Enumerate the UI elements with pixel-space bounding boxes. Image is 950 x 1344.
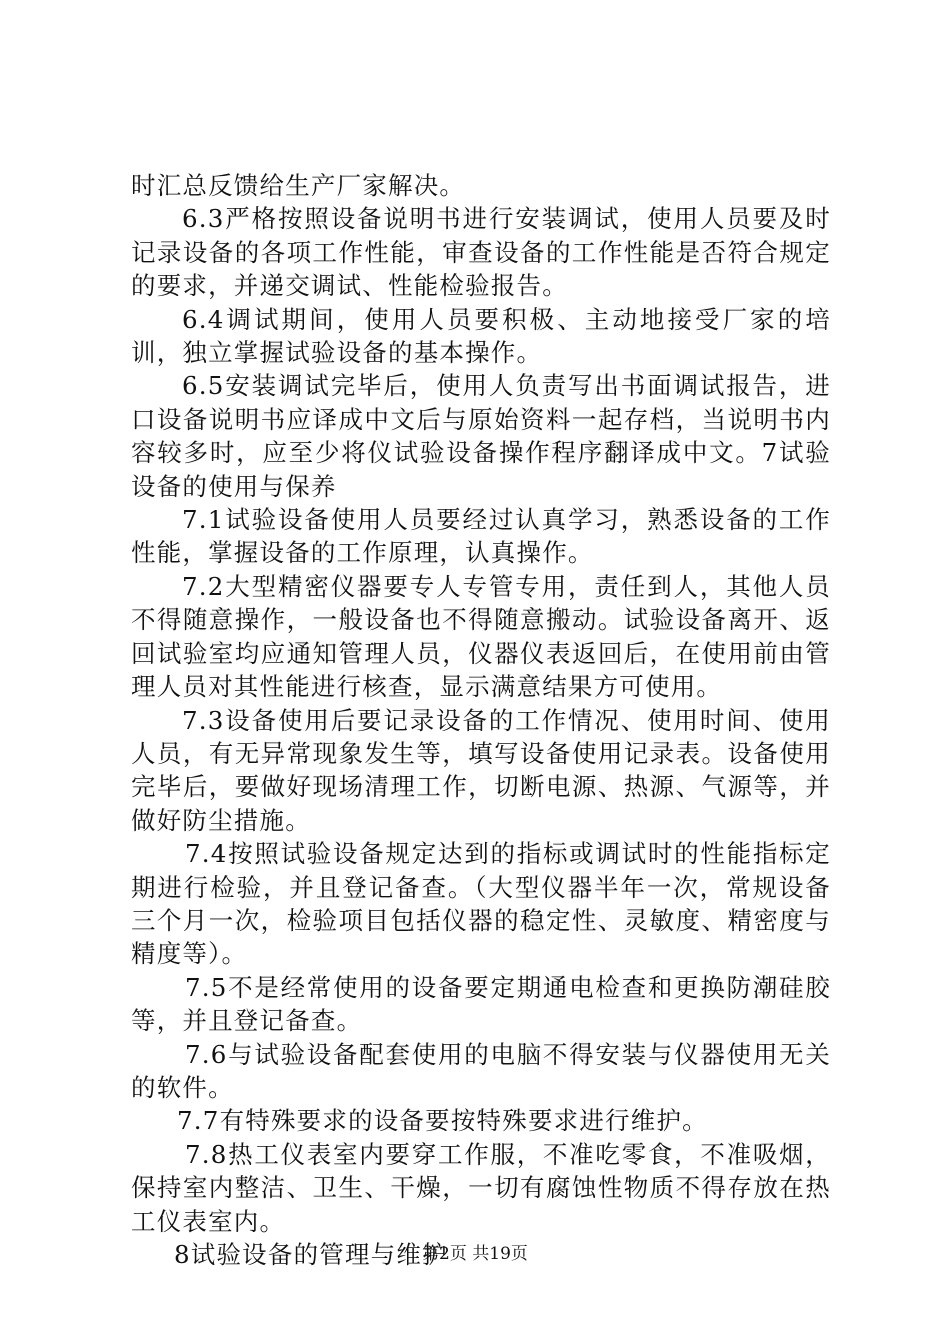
paragraph-7-7: 7.7有特殊要求的设备要按特殊要求进行维护。 bbox=[177, 1106, 708, 1136]
paragraph-7-5: 7.5不是经常使用的设备要定期通电检查和更换防潮硅胶等，并且登记备查。 bbox=[131, 972, 831, 1036]
paragraph-6-4: 6.4调试期间，使用人员要积极、主动地接受厂家的培训，独立掌握试验设备的基本操作。 bbox=[131, 304, 831, 368]
document-body bbox=[131, 169, 831, 1271]
paragraph-7-6: 7.6与试验设备配套使用的电脑不得安装与仪器使用无关的软件。 bbox=[131, 1039, 831, 1102]
paragraph-7-2: 7.2大型精密仪器要专人专管专用，责任到人，其他人员不得随意操作，一般设备也不得随意搬动。试验设备离开、返回试验室均应通知管理人员，仪器仪表返回后，在使用前由管理人员对其性能进行核查，显示满意结果方可使用。 bbox=[131, 571, 831, 702]
paragraph-7-8: 7.8热工仪表室内要穿工作服，不准吃零食，不准吸烟，保持室内整洁、卫生、干燥，一切有腐蚀性物质不得存放在热工仪表室内。 bbox=[131, 1139, 831, 1236]
section-heading-8: 8试验设备的管理与维护 bbox=[174, 1240, 448, 1269]
paragraph-7-3: 7.3设备使用后要记录设备的工作情况、使用时间、使用人员，有无异常现象发生等，填写设备使用记录表。设备使用完毕后，要做好现场清理工作，切断电源、热源、气源等，并做好防尘措施。 bbox=[131, 705, 831, 835]
paragraph-7-1: 7.1试验设备使用人员要经过认真学习，熟悉设备的工作性能，掌握设备的工作原理，认真操作。 bbox=[131, 505, 831, 568]
paragraph-7-4: 7.4按照试验设备规定达到的指标或调试时的性能指标定期进行检验，并且登记备查。（大型仪器半年一次，常规设备三个月一次，检验项目包括仪器的稳定性、灵敏度、精密度与精度等）。 bbox=[131, 839, 831, 969]
paragraph-6-3: 6.3严格按照设备说明书进行安装调试，使用人员要及时记录设备的各项工作性能，审查设备的工作性能是否符合规定的要求，并递交调试、性能检验报告。 bbox=[131, 204, 831, 301]
page-footer: 第2页 共19页 bbox=[422, 1244, 528, 1264]
paragraph-continuation: 时汇总反馈给生产厂家解决。 bbox=[131, 171, 466, 200]
paragraph-6-5: 6.5安装调试完毕后，使用人负责写出书面调试报告，进口设备说明书应译成中文后与原始资料一起存档，当说明书内容较多时，应至少将仪试验设备操作程序翻译成中文。7试验设备的使用与保养 bbox=[131, 371, 831, 501]
